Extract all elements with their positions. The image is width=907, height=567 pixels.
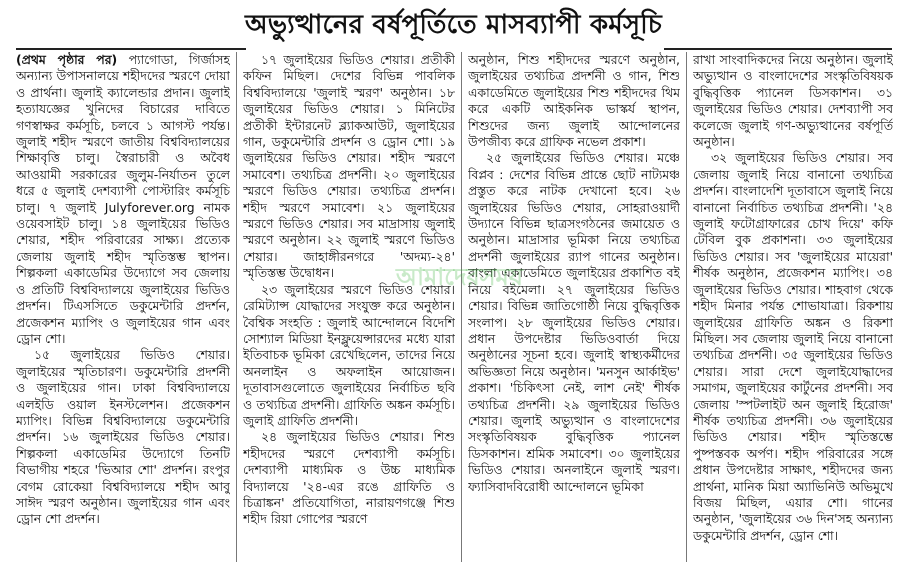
paragraph: ১৭ জুলাইয়ের ভিডিও শেয়ার। প্রতীকী কফিন মিছিল। দেশের বিভিন্ন পাবলিক বিশ্ববিদ্যালয়ে 'জুলাই স্মরণ' অনুষ্ঠান। ১৮ জুলাইয়ের ভিডিও শেয়ার। ১ মিনিটের প্রতীকী ইন্টারনেট ব্ল্যাকআউট, জুলাইয়ের গান, ডকুমেন্টারি প্রদর্শন ও ড্রোন শো। ১৯ জুলাইয়ের ভিডিও শেয়ার। শহীদ স্মরণে সমাবেশ। তথ্যচিত্র প্রদর্শনী। ২০ জুলাইয়ের স্মরণে ভিডিও শেয়ার। তথ্যচিত্র প্রদর্শন। শহীদ স্মরণে সমাবেশ। ২১ জুলাইয়ের স্মরণে ভিডিও শেয়ার। সব মাদ্রাসায় জুলাই স্মরণে অনুষ্ঠান। ২২ জুলাই স্মরণে ভিডিও শেয়ার। জাহাঙ্গীরনগরে 'অদম্য-২৪' স্মৃতিস্তম্ভ উদ্বোধন। bbox=[243, 52, 455, 281]
divider-left bbox=[16, 48, 246, 50]
continued-from-label: (প্রথম পৃষ্ঠার পর) bbox=[16, 52, 118, 67]
paragraph bbox=[16, 52, 230, 347]
newspaper-watermark-logo: আমাদেরসময় bbox=[395, 263, 524, 291]
paragraph: ৩২ জুলাইয়ের ভিডিও শেয়ার। সব জেলায় জুলাই নিয়ে বানানো তথ্যচিত্র প্রদর্শন। বাংলাদেশি দূতাবাসে জুলাই নিয়ে বানানো নির্বাচিত তথ্যচিত্র প্রদর্শনী। '২৪ জুলাই ফটোগ্রাফারের চোখ দিয়ে' কফি টেবিল বুক প্রকাশনা। ৩৩ জুলাইয়ের ভিডিও শেয়ার। সব 'জুলাইয়ের মায়েরা' শীর্ষক অনুষ্ঠান, প্রজেকশন ম্যাপিং। ৩৪ জুলাইয়ের ভিডিও শেয়ার। শাহবাগ থেকে শহীদ মিনার পর্যন্ত শোভাযাত্রা। রিকশায় জুলাইয়ের গ্রাফিতি অঙ্কন ও রিকশা মিছিল। সব জেলায় জুলাই নিয়ে বানানো তথ্যচিত্র প্রদর্শনী। ৩৫ জুলাইয়ের ভিডিও শেয়ার। সারা দেশে জুলাইযোদ্ধাদের সমাগম, জুলাইয়ের কার্টুনের প্রদর্শনী। সব জেলায় 'স্পটলাইট অন জুলাই হিরোজ' শীর্ষক তথ্যচিত্র প্রদর্শনী। ৩৬ জুলাইয়ের ভিডিও শেয়ার। শহীদ স্মৃতিস্তম্ভে পুষ্পস্তবক অর্পণ। শহীদ পরিবারের সঙ্গে প্রধান উপদেষ্টার সাক্ষাৎ, শহীদদের জন্য প্রার্থনা, মানিক মিয়া অ্যাভিনিউ অভিমুখে বিজয় মিছিল, এয়ার শো। গানের অনুষ্ঠান, 'জুলাইয়ের ৩৬ দিন'সহ অন্যান্য ডকুমেন্টারি প্রদর্শন, ড্রোন শো। bbox=[693, 150, 893, 543]
paragraph: ২৩ জুলাইয়ের স্মরণে ভিডিও শেয়ার। রেমিট্যান্স যোদ্ধাদের সংযুক্ত করে অনুষ্ঠান। বৈশ্বিক সংহতি : জুলাই আন্দোলনে বিদেশি সোশ্যাল মিডিয়া ইনফ্লুয়েন্সারদের মধ্যে যারা ইতিবাচক ভূমিকা রেখেছিলেন, তাদের নিয়ে অনলাইন ও অফলাইন আয়োজন। দূতাবাসগুলোতে জুলাইয়ের নির্বাচিত ছবি ও তথ্যচিত্র প্রদর্শনী। গ্রাফিতি অঙ্কন কর্মসূচি। জুলাই গ্রাফিতি প্রদর্শনী। bbox=[243, 281, 455, 428]
paragraph: ১৫ জুলাইয়ের ভিডিও শেয়ার। জুলাইয়ের স্মৃতিচারণ। ডকুমেন্টারি প্রদর্শনী ও জুলাইয়ের গান। ঢাকা বিশ্ববিদ্যালয়ে এলইডি ওয়াল ইনস্টলেশন। প্রজেকশন ম্যাপিং। বিভিন্ন বিশ্ববিদ্যালয়ে ডকুমেন্টারি প্রদর্শন। ১৬ জুলাইয়ের ভিডিও শেয়ার। শিল্পকলা একাডেমির উদ্যোগে তিনটি বিভাগীয় শহরে 'ভিআর শো' প্রদর্শন। রংপুর বেগম রোকেয়া বিশ্ববিদ্যালয়ে শহীদ আবু সাঈদ স্মরণ অনুষ্ঠান। জুলাইয়ের গান এবং ড্রোন শো প্রদর্শন। bbox=[16, 347, 230, 527]
column-rule bbox=[236, 52, 237, 562]
headline: অভ্যুত্থানের বর্ষপূর্তিতে মাসব্যাপী কর্মসূচি bbox=[245, 10, 662, 40]
paragraph: ২৪ জুলাইয়ের ভিডিও শেয়ার। শিশু শহীদদের স্মরণে দেশব্যাপী কর্মসূচি। দেশব্যাপী মাধ্যমিক ও উচ্চ মাধ্যমিক বিদ্যালয়ে '২৪-এর রঙে গ্রাফিতি ও চিত্রাঙ্কন' প্রতিযোগিতা, নারায়ণগঞ্জে শিশু শহীদ রিয়া গোপের স্মরণে bbox=[243, 429, 455, 527]
column-rule bbox=[461, 52, 462, 562]
article-column-3 bbox=[468, 52, 680, 562]
article-column-2 bbox=[243, 52, 455, 562]
paragraph: ২৫ জুলাইয়ের ভিডিও শেয়ার। মঞ্চে বিপ্লব : দেশের বিভিন্ন প্রান্তে ছোট নাট্যমঞ্চ প্রস্তুত করে নাটক দেখানো হবে। ২৬ জুলাইয়ের ভিডিও শেয়ার, সোহরাওয়ার্দী উদ্যানে বিভিন্ন ছাত্রসংগঠনের জমায়েত ও অনুষ্ঠান। মাদ্রাসার ভূমিকা নিয়ে তথ্যচিত্র প্রদর্শনী জুলাইয়ের র‌্যাপ গানের অনুষ্ঠান। বাংলা একাডেমিতে জুলাইয়ের প্রকাশিত বই নিয়ে বইমেলা। ২৭ জুলাইয়ের ভিডিও শেয়ার। বিভিন্ন জাতিগোষ্ঠী নিয়ে বুদ্ধিবৃত্তিক সংলাপ। ২৮ জুলাইয়ের ভিডিও শেয়ার। প্রধান উপদেষ্টার ভিডিওবার্তা দিয়ে অনুষ্ঠানের সূচনা হবে। জুলাই স্বাস্থ্যকর্মীদের অভিজ্ঞতা নিয়ে অনুষ্ঠান। 'মনসুন আর্কাইভ' প্রকাশ। 'চিকিৎসা নেই, লাশ নেই' শীর্ষক তথ্যচিত্র প্রদর্শনী। ২৯ জুলাইয়ের ভিডিও শেয়ার। জুলাই অভ্যুত্থান ও বাংলাদেশের সংস্কৃতিবিষয়ক বুদ্ধিবৃত্তিক প্যানেল ডিসকাশন। শ্রমিক সমাবেশ। ৩০ জুলাইয়ের ভিডিও শেয়ার। অনলাইনে জুলাই স্মরণ। ফ্যাসিবাদবিরোধী আন্দোলনে ভূমিকা bbox=[468, 150, 680, 494]
article-column-1 bbox=[16, 52, 230, 562]
paragraph: রাখা সাংবাদিকদের নিয়ে অনুষ্ঠান। জুলাই অভ্যুত্থান ও বাংলাদেশের সংস্কৃতিবিষয়ক বুদ্ধিবৃত্তিক প্যানেল ডিসকাশন। ৩১ জুলাইয়ের ভিডিও শেয়ার। দেশব্যাপী সব কলেজে জুলাই গণ-অভ্যুত্থানের বর্ষপূর্তি অনুষ্ঠান। bbox=[693, 52, 893, 150]
column-rule bbox=[686, 52, 687, 562]
paragraph: অনুষ্ঠান, শিশু শহীদদের স্মরণে অনুষ্ঠান, জুলাইয়ের তথ্যচিত্র প্রদর্শনী ও গান, শিশু একাডেমিতে জুলাইয়ের শিশু শহীদদের থিম করে একটি আইকনিক ভাস্কর্য স্থাপন, শিশুদের জন্য জুলাই আন্দোলনের উপজীব্য করে গ্রাফিক নভেল প্রকাশ। bbox=[468, 52, 680, 150]
article-column-4 bbox=[693, 52, 893, 562]
paragraph-text: প্যাগোডা, গির্জাসহ অন্যান্য উপাসনালয়ে শহীদদের স্মরণে দোয়া ও প্রার্থনা। জুলাই ক্যালেন্ডার প্রদান। জুলাই হত্যাযজ্ঞের খুনিদের বিচারের দাবিতে গণস্বাক্ষর কর্মসূচি, চলবে ১ আগস্ট পর্যন্ত। জুলাই শহীদ স্মরণে জাতীয় বিশ্ববিদ্যালয়ের শিক্ষাবৃত্তি চালু। স্বৈরাচারী ও অবৈধ আওয়ামী সরকারের জুলুম-নির্যাতন তুলে ধরে ৫ জুলাই দেশব্যাপী পোস্টারিং কর্মসূচি চালু। ৭ জুলাই Julyforever.org নামক ওয়েবসাইট চালু। ১৪ জুলাইয়ের ভিডিও শেয়ার, শহীদ পরিবারের সাক্ষ্য। প্রত্যেক জেলায় জুলাই শহীদ স্মৃতিস্তম্ভ স্থাপন। শিল্পকলা একাডেমির উদ্যোগে সব জেলায় ও প্রতিটি বিশ্ববিদ্যালয়ে জুলাইয়ের ভিডিও প্রদর্শন। টিএসসিতে ডকুমেন্টারি প্রদর্শন, প্রজেকশন ম্যাপিং ও জুলাইয়ের গান এবং ড্রোন শো। bbox=[16, 52, 230, 346]
divider-right bbox=[664, 48, 892, 50]
